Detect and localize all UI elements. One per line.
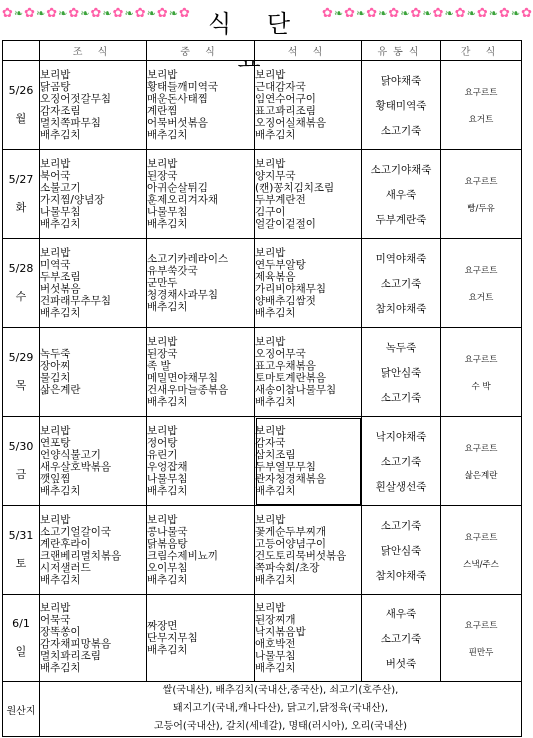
day-row xyxy=(3,417,522,506)
spacer xyxy=(3,456,39,466)
lunch-cell xyxy=(147,595,255,682)
menu-item: 버섯볶음 xyxy=(40,283,81,295)
menu-item: 표고우채볶음 xyxy=(255,360,316,372)
porridge-cell xyxy=(362,61,441,150)
menu-item: 두부열무무침 xyxy=(255,461,316,473)
menu-item: 족 발 xyxy=(147,360,171,372)
breakfast-cell xyxy=(40,417,147,506)
dinner-cell xyxy=(255,239,362,328)
menu-item: 감자채피망볶음 xyxy=(40,638,112,650)
menu-item: 임연수어구이 xyxy=(255,93,316,105)
snack-item: 요구르트 xyxy=(464,176,498,187)
menu-item: 크림수제비뇨끼 xyxy=(147,550,219,562)
menu-item: 보리밥 xyxy=(40,425,71,437)
menu-item: 배추김치 xyxy=(147,218,188,230)
menu-item: 된장국 xyxy=(147,348,178,360)
porridge-item: 낙지야채죽 xyxy=(375,430,427,443)
weekday-label: 수 xyxy=(15,290,27,303)
menu-item: 유린기 xyxy=(147,449,178,461)
menu-item: 삶은계란 xyxy=(40,384,81,396)
menu-item: 건파래무추무침 xyxy=(40,295,112,307)
menu-item: 배추김치 xyxy=(40,129,81,141)
porridge-cell xyxy=(362,239,441,328)
menu-item: 배추김치 xyxy=(40,218,81,230)
menu-item: 배추김치 xyxy=(40,574,81,586)
menu-item: 보리밥 xyxy=(147,158,178,170)
menu-item: 우엉잡채 xyxy=(147,461,188,473)
menu-item: 배추김치 xyxy=(147,574,188,586)
origin-label: 원산지 xyxy=(3,682,40,737)
menu-item: 보리밥 xyxy=(255,425,286,437)
menu-item: 보리밥 xyxy=(147,336,178,348)
porridge-item: 흰살생선죽 xyxy=(375,480,427,493)
menu-item: 나물무침 xyxy=(147,206,188,218)
menu-item: 북어국 xyxy=(40,170,71,182)
menu-item: 배추김치 xyxy=(255,307,296,319)
menu-item: 오이무침 xyxy=(147,562,188,574)
spacer xyxy=(3,633,39,643)
menu-item: 보리밥 xyxy=(147,69,178,81)
menu-item: 배추김치 xyxy=(255,574,296,586)
menu-item: 두부계란전 xyxy=(255,194,306,206)
weekday-label: 화 xyxy=(15,201,27,214)
porridge-cell xyxy=(362,417,441,506)
date-cell xyxy=(3,506,40,595)
col-header-lunch: 중 식 xyxy=(147,41,255,61)
snack-cell xyxy=(441,150,522,239)
breakfast-cell xyxy=(40,239,147,328)
day-row xyxy=(3,595,522,682)
date-cell xyxy=(3,328,40,417)
menu-item: 계란찜 xyxy=(147,105,178,117)
menu-item: 된장찌개 xyxy=(255,614,296,626)
snack-cell xyxy=(441,328,522,417)
menu-item: 관자청경채볶음 xyxy=(255,473,327,485)
menu-item: 보리밥 xyxy=(147,514,178,526)
menu-item: 어묵버섯볶음 xyxy=(147,117,208,129)
menu-item: 나물무침 xyxy=(255,650,296,662)
snack-item: 요거트 xyxy=(468,114,494,125)
menu-item: 황태들깨미역국 xyxy=(147,81,219,93)
menu-item: 새우살호박볶음 xyxy=(40,461,112,473)
menu-item: 장아찌 xyxy=(40,360,71,372)
dinner-cell xyxy=(255,417,362,506)
snack-item: 요구르트 xyxy=(464,620,498,631)
menu-item: 배추김치 xyxy=(40,662,81,674)
menu-item: 두부조림 xyxy=(40,271,81,283)
weekday-label: 금 xyxy=(15,468,27,481)
porridge-item: 참치야채죽 xyxy=(375,569,427,582)
porridge-item: 소고기죽 xyxy=(380,455,422,468)
snack-cell xyxy=(441,595,522,682)
snack-item: 요구르트 xyxy=(464,87,498,98)
flower-decoration-left: ✿❧✿❧✿❧✿❧✿❧✿❧✿❧✿❧✿ xyxy=(2,6,191,21)
porridge-item: 참치야채죽 xyxy=(375,302,427,315)
lunch-cell xyxy=(147,150,255,239)
menu-item: 애호박전 xyxy=(255,638,296,650)
menu-item: 보리밥 xyxy=(147,425,178,437)
menu-item: 배추김치 xyxy=(147,644,188,656)
col-header-breakfast: 조 식 xyxy=(40,41,147,61)
menu-item: 배추김치 xyxy=(255,485,296,497)
porridge-item: 미역야채죽 xyxy=(375,252,427,265)
snack-item: 요거트 xyxy=(468,292,494,303)
date-cell xyxy=(3,61,40,150)
menu-item: 닭곰탕 xyxy=(40,81,71,93)
date-label: 5/27 xyxy=(8,173,34,186)
menu-item: 표고꽈리조림 xyxy=(255,105,316,117)
menu-item: 물김치 xyxy=(40,372,71,384)
menu-item: (캔)꽁치김치조림 xyxy=(255,182,335,194)
weekday-label: 목 xyxy=(15,379,27,392)
snack-item: 수 박 xyxy=(471,381,491,392)
day-row xyxy=(3,328,522,417)
flower-decoration-right: ✿❧✿❧✿❧✿❧✿❧✿❧✿❧✿❧✿❧✿ xyxy=(322,6,533,21)
porridge-cell xyxy=(362,506,441,595)
menu-item: 꽃게순두부찌개 xyxy=(255,526,327,538)
menu-item: 메밀면야채무침 xyxy=(147,372,219,384)
menu-item: 배추김치 xyxy=(255,129,296,141)
day-row xyxy=(3,61,522,150)
snack-cell xyxy=(441,417,522,506)
origin-info xyxy=(40,682,522,737)
lunch-cell xyxy=(147,239,255,328)
porridge-item: 황태미역죽 xyxy=(375,99,427,112)
breakfast-cell xyxy=(40,150,147,239)
menu-item: 나물무침 xyxy=(147,473,188,485)
menu-item: 오징어젓갈무침 xyxy=(40,93,112,105)
snack-cell xyxy=(441,61,522,150)
menu-item: 건새우마늘종볶음 xyxy=(147,384,229,396)
menu-item: 보리밥 xyxy=(255,336,286,348)
menu-item: 군만두 xyxy=(147,277,178,289)
menu-item: 배추김치 xyxy=(40,307,81,319)
origin-row xyxy=(3,682,522,737)
porridge-item: 두부계란죽 xyxy=(375,213,427,226)
menu-item: 연포탕 xyxy=(40,437,71,449)
menu-item: 보리밥 xyxy=(40,69,71,81)
porridge-cell xyxy=(362,150,441,239)
porridge-item: 닭안심죽 xyxy=(380,544,422,557)
menu-item: 아귀순살튀김 xyxy=(147,182,208,194)
dinner-cell xyxy=(255,150,362,239)
menu-item: 배추김치 xyxy=(255,396,296,408)
menu-item: 근대감자국 xyxy=(255,81,306,93)
menu-item: 보리밥 xyxy=(40,602,71,614)
menu-item: 보리밥 xyxy=(255,514,286,526)
porridge-item: 소고기죽 xyxy=(380,124,422,137)
menu-item: 나물무침 xyxy=(40,206,81,218)
menu-item: 삼치조림 xyxy=(255,449,296,461)
spacer xyxy=(3,100,39,110)
dinner-cell xyxy=(255,61,362,150)
menu-item: 보리밥 xyxy=(40,514,71,526)
date-label: 5/29 xyxy=(8,351,34,364)
menu-item: 보리밥 xyxy=(255,158,286,170)
spacer xyxy=(3,545,39,555)
col-header-dinner: 석 식 xyxy=(255,41,362,61)
menu-item: 배추김치 xyxy=(40,485,81,497)
menu-item: 멸치쪽파무침 xyxy=(40,117,101,129)
snack-item: 핀만두 xyxy=(468,647,494,658)
date-label: 5/31 xyxy=(8,529,34,542)
dinner-cell xyxy=(255,595,362,682)
col-header-snack: 간 식 xyxy=(441,41,522,61)
menu-item: 유부쑥갓국 xyxy=(147,265,198,277)
menu-item: 오징어실채볶음 xyxy=(255,117,327,129)
day-row xyxy=(3,239,522,328)
date-label: 5/28 xyxy=(8,262,34,275)
menu-item: 제육볶음 xyxy=(255,271,296,283)
snack-item: 요구르트 xyxy=(464,532,498,543)
menu-item: 매운돈사태찜 xyxy=(147,93,208,105)
snack-item: 요구르트 xyxy=(464,443,498,454)
menu-item: 콩나물국 xyxy=(147,526,188,538)
date-cell xyxy=(3,417,40,506)
spacer xyxy=(3,189,39,199)
meal-plan-table xyxy=(2,40,522,737)
date-cell xyxy=(3,150,40,239)
menu-item: 된장국 xyxy=(147,170,178,182)
porridge-item: 소고기죽 xyxy=(380,391,422,404)
corner-cell xyxy=(3,41,40,61)
day-row xyxy=(3,150,522,239)
porridge-item: 소고기야채죽 xyxy=(370,163,432,176)
menu-item: 김구이 xyxy=(255,206,286,218)
date-label: 6/1 xyxy=(12,617,30,630)
menu-item: 미역국 xyxy=(40,259,71,271)
menu-item: 언양식불고기 xyxy=(40,449,101,461)
menu-item: 보리밥 xyxy=(255,247,286,259)
menu-item: 건도토리묵버섯볶음 xyxy=(255,550,347,562)
menu-item: 멸치꽈리조림 xyxy=(40,650,101,662)
menu-item: 연두부알탕 xyxy=(255,259,306,271)
snack-item: 요구르트 xyxy=(464,354,498,365)
menu-item: 배추김치 xyxy=(147,396,188,408)
menu-item: 양지무국 xyxy=(255,170,296,182)
spacer xyxy=(3,278,39,288)
menu-item: 가리비야채무침 xyxy=(255,283,327,295)
porridge-item: 닭안심죽 xyxy=(380,366,422,379)
menu-item: 소불고기 xyxy=(40,182,81,194)
dinner-cell xyxy=(255,506,362,595)
column-header-row xyxy=(3,41,522,61)
menu-item: 짜장면 xyxy=(147,620,178,632)
menu-item: 크랜베리멸치볶음 xyxy=(40,550,122,562)
lunch-cell xyxy=(147,61,255,150)
lunch-cell xyxy=(147,328,255,417)
porridge-item: 소고기죽 xyxy=(380,632,422,645)
breakfast-cell xyxy=(40,595,147,682)
origin-line: 쌀(국내산), 배추김치(국내산,중국산), 쇠고기(호주산), xyxy=(162,685,399,696)
spacer xyxy=(3,367,39,377)
snack-item: 요구르트 xyxy=(464,265,498,276)
weekday-label: 토 xyxy=(15,557,27,570)
menu-item: 배추김치 xyxy=(147,301,188,313)
snack-cell xyxy=(441,506,522,595)
porridge-cell xyxy=(362,595,441,682)
porridge-item: 새우죽 xyxy=(385,607,417,620)
porridge-item: 소고기죽 xyxy=(380,519,422,532)
weekday-label: 일 xyxy=(15,645,27,658)
breakfast-cell xyxy=(40,506,147,595)
menu-item: 감자조림 xyxy=(40,105,81,117)
col-header-porridge: 유동식 xyxy=(362,41,441,61)
day-row xyxy=(3,506,522,595)
porridge-cell xyxy=(362,328,441,417)
porridge-item: 새우죽 xyxy=(385,188,417,201)
weekday-label: 월 xyxy=(15,112,27,125)
menu-item: 새송이참나물무침 xyxy=(255,384,337,396)
menu-item: 녹두죽 xyxy=(40,348,71,360)
menu-item: 단무지무침 xyxy=(147,632,198,644)
menu-item: 보리밥 xyxy=(40,247,71,259)
menu-item: 얼갈이겉절이 xyxy=(255,218,316,230)
menu-item: 깻잎찜 xyxy=(40,473,71,485)
porridge-item: 버섯죽 xyxy=(385,657,417,670)
breakfast-cell xyxy=(40,328,147,417)
menu-item: 배추김치 xyxy=(255,662,296,674)
porridge-item: 소고기죽 xyxy=(380,277,422,290)
date-cell xyxy=(3,239,40,328)
porridge-item: 녹두죽 xyxy=(385,341,417,354)
snack-cell xyxy=(441,239,522,328)
menu-item: 배추김치 xyxy=(147,485,188,497)
origin-line: 돼지고기(국내,캐나다산), 닭고기,닭정육(국내산), xyxy=(172,703,389,714)
date-cell xyxy=(3,595,40,682)
dinner-cell xyxy=(255,328,362,417)
page-header xyxy=(0,0,533,42)
menu-item: 소고기얼갈이국 xyxy=(40,526,112,538)
menu-item: 토마토계란볶음 xyxy=(255,372,327,384)
menu-item: 배추김치 xyxy=(147,129,188,141)
menu-item: 양배추김쌈젓 xyxy=(255,295,316,307)
menu-item: 보리밥 xyxy=(40,158,71,170)
snack-item: 빵/두유 xyxy=(467,203,495,214)
menu-item: 쪽파숙회/초장 xyxy=(255,562,320,574)
menu-item: 시저샐러드 xyxy=(40,562,91,574)
menu-item: 정어탕 xyxy=(147,437,178,449)
porridge-item: 닭야채죽 xyxy=(380,74,422,87)
menu-item: 감자국 xyxy=(255,437,286,449)
date-label: 5/26 xyxy=(8,84,34,97)
menu-item: 어묵국 xyxy=(40,614,71,626)
menu-item: 보리밥 xyxy=(255,69,286,81)
menu-item: 닭볶음탕 xyxy=(147,538,188,550)
snack-item: 스낵/주스 xyxy=(463,559,499,570)
menu-item: 소고기카레라이스 xyxy=(147,253,229,265)
page-title: 식 단 xyxy=(208,10,304,38)
menu-item: 고등어양념구이 xyxy=(255,538,327,550)
menu-item: 가지찜/양념장 xyxy=(40,194,105,206)
menu-item: 청경채사과무침 xyxy=(147,289,219,301)
origin-line: 고등어(국내산), 갈치(세네갈), 명태(러시아), 오리(국내산) xyxy=(153,721,408,732)
menu-item: 보리밥 xyxy=(255,602,286,614)
menu-item: 낙지볶음밥 xyxy=(255,626,306,638)
menu-item: 장똑쏭이 xyxy=(40,626,81,638)
snack-item: 삶은계란 xyxy=(464,470,498,481)
lunch-cell xyxy=(147,506,255,595)
date-label: 5/30 xyxy=(8,440,34,453)
menu-item: 오징어무국 xyxy=(255,348,306,360)
breakfast-cell xyxy=(40,61,147,150)
menu-item: 계란후라이 xyxy=(40,538,91,550)
menu-item: 훈제오리겨자채 xyxy=(147,194,219,206)
lunch-cell xyxy=(147,417,255,506)
